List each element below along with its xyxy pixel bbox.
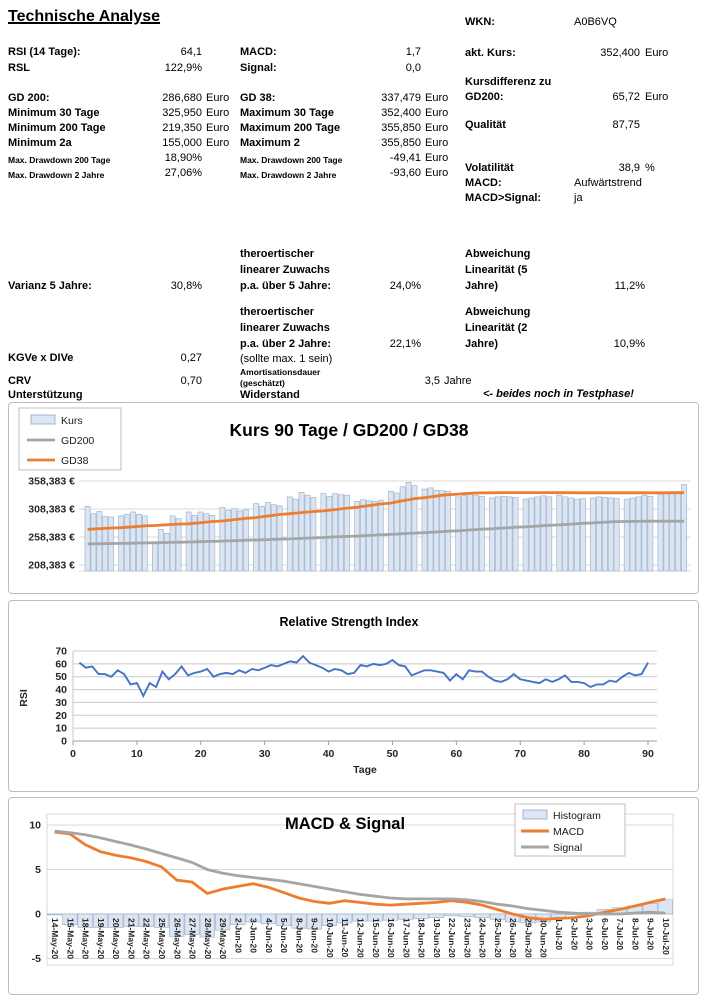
y-axis-label: 20: [55, 709, 67, 722]
x-axis-date-label: 18-Jun-20: [416, 918, 427, 958]
stat-label: Maximum 200 Tage: [240, 122, 341, 134]
stat-label: Jahre): [465, 338, 499, 350]
y-axis-label: 10: [29, 819, 41, 832]
stat-unit: Euro: [206, 107, 230, 119]
stat-unit: %: [645, 162, 655, 174]
stat-unit: Euro: [425, 137, 449, 149]
y-axis-label: 5: [35, 864, 41, 876]
x-axis-date-label: 11-Jun-20: [340, 918, 351, 958]
x-axis-date-label: 19-May-20: [95, 918, 106, 960]
x-axis-date-label: 30-Jun-20: [538, 918, 549, 958]
stat-value: 3,5: [424, 375, 440, 387]
y-axis-label: 60: [55, 658, 67, 671]
y-axis-label: 40: [55, 684, 67, 697]
stat-label: p.a. über 2 Jahre:: [240, 338, 332, 350]
stat-value: 122,9%: [164, 62, 202, 74]
y-axis-label: 0: [61, 735, 67, 748]
wkn-value: A0B6VQ: [574, 16, 617, 28]
x-axis-date-label: 24-Jun-20: [477, 918, 488, 958]
y-axis-label: 30: [55, 696, 67, 709]
stat-value: 0,0: [405, 62, 421, 74]
stat-value: 286,680: [162, 92, 202, 104]
stat-value: 0,70: [180, 375, 202, 387]
x-axis-date-label: 9-Jun-20: [309, 918, 320, 953]
stat-value: 24,0%: [389, 280, 421, 292]
stat-value: 337,479: [381, 92, 421, 104]
stat-label: MACD:: [240, 46, 277, 58]
stat-label: Abweichung: [465, 306, 531, 318]
x-axis-date-label: 16-Jun-20: [386, 918, 397, 958]
stat-value: 11,2%: [614, 280, 645, 292]
x-axis-date-label: 22-May-20: [141, 918, 152, 960]
stat-label: linearer Zuwachs: [240, 264, 330, 276]
stat-text-value: ja: [574, 192, 583, 204]
x-axis-date-label: 29-May-20: [218, 918, 229, 960]
stat-unit: Euro: [206, 137, 230, 149]
stat-value: 27,06%: [164, 167, 202, 179]
y-axis-label: 258,383 €: [28, 531, 75, 544]
x-axis-date-label: 6-Jul-20: [599, 918, 610, 951]
stat-label: akt. Kurs:: [465, 47, 516, 59]
x-axis-date-label: 14-May-20: [50, 918, 61, 960]
stat-label: linearer Zuwachs: [240, 322, 330, 334]
macd-legend: [515, 804, 625, 856]
stat-unit: Euro: [206, 122, 230, 134]
macd-chart: [8, 797, 699, 995]
legend-label: GD200: [61, 435, 95, 447]
stat-value: 352,400: [381, 107, 421, 119]
stat-label: Maximum 30 Tage: [240, 107, 334, 119]
stat-value: -93,60: [389, 167, 421, 179]
x-axis-date-label: 26-Jun-20: [508, 918, 519, 958]
x-axis-label: 40: [322, 748, 335, 760]
stat-label: Amortisationsdauer: [240, 367, 321, 377]
kurs-chart: [8, 402, 699, 594]
stat-label: GD200:: [465, 91, 504, 103]
stat-label: RSI (14 Tage):: [8, 46, 81, 58]
stat-label: RSL: [8, 62, 30, 74]
stat-value: 352,400: [600, 47, 640, 59]
stat-unit: Jahre: [444, 375, 472, 387]
stat-label: theroertischer: [240, 306, 314, 318]
stat-unit: Euro: [425, 122, 449, 134]
x-axis-date-label: 15-May-20: [65, 918, 76, 960]
x-axis-date-label: 23-Jun-20: [462, 918, 473, 958]
x-axis-date-label: 15-Jun-20: [370, 918, 381, 958]
stat-unit: Euro: [645, 91, 669, 103]
stat-label: Volatilität: [465, 162, 514, 174]
kurs-chart-svg: [9, 403, 695, 590]
rsi-chart-svg: [9, 601, 695, 788]
stat-value: 30,8%: [170, 280, 202, 292]
y-axis-label: 208,383 €: [28, 559, 75, 572]
stat-value: 87,75: [612, 119, 640, 131]
stat-value: 65,72: [612, 91, 640, 103]
y-axis-label: 308,383 €: [28, 503, 75, 516]
stat-value: 155,000: [162, 137, 202, 149]
stat-label: MACD>Signal:: [465, 192, 542, 204]
stat-note: (sollte max. 1 sein): [240, 353, 333, 365]
stat-label: Signal:: [240, 62, 277, 74]
stat-value: 10,9%: [613, 338, 645, 350]
chart-title: Relative Strength Index: [279, 615, 419, 629]
x-axis-label: 30: [258, 748, 271, 760]
stat-label: (geschätzt): [240, 378, 285, 388]
x-axis-label: 60: [450, 748, 463, 760]
stat-value: 38,9: [618, 162, 640, 174]
stat-label: Linearität (2: [465, 322, 528, 334]
x-axis-date-label: 27-May-20: [187, 918, 198, 960]
y-axis-label: 358,383 €: [28, 475, 75, 488]
stat-label: CRV: [8, 375, 32, 387]
x-axis-date-label: 25-Jun-20: [492, 918, 503, 958]
x-axis-title: Tage: [353, 764, 377, 776]
stat-value: 355,850: [381, 137, 421, 149]
stat-unit: Euro: [206, 92, 230, 104]
x-axis-date-label: 12-Jun-20: [355, 918, 366, 958]
stat-unit: Euro: [425, 107, 449, 119]
x-axis-label: 50: [386, 748, 399, 760]
x-axis-date-label: 28-May-20: [202, 918, 213, 960]
stat-label: Minimum 30 Tage: [8, 107, 100, 119]
legend-label: Signal: [553, 842, 583, 854]
legend-label: MACD: [553, 826, 584, 838]
stat-value: 22,1%: [389, 338, 421, 350]
x-axis-date-label: 22-Jun-20: [447, 918, 458, 958]
stat-unit: Euro: [645, 47, 669, 59]
x-axis-date-label: 3-Jul-20: [584, 918, 595, 951]
stat-label: Max. Drawdown 200 Tage: [240, 155, 343, 165]
x-axis-date-label: 3-Jun-20: [248, 918, 259, 953]
x-axis-label: 10: [131, 748, 143, 760]
stat-label: Varianz 5 Jahre:: [8, 280, 92, 292]
x-axis-label: 80: [578, 748, 590, 760]
stat-label: Linearität (5: [465, 264, 528, 276]
legend-label: GD38: [61, 455, 89, 467]
stat-value: 0,27: [180, 352, 202, 364]
x-axis-date-label: 20-May-20: [111, 918, 122, 960]
stat-value: 1,7: [405, 46, 421, 58]
x-axis-date-label: 21-May-20: [126, 918, 137, 960]
stat-value: 325,950: [162, 107, 202, 119]
stat-label: KGVe x DIVe: [8, 352, 74, 364]
stat-label: GD 200:: [8, 92, 50, 104]
stat-label: GD 38:: [240, 92, 276, 104]
x-axis-label: 0: [70, 748, 76, 760]
x-axis-date-label: 29-Jun-20: [523, 918, 534, 958]
stat-label: Widerstand: [240, 389, 300, 401]
x-axis-date-label: 10-Jun-20: [324, 918, 335, 958]
stat-value: 18,90%: [164, 152, 202, 164]
x-axis-date-label: 2-Jun-20: [233, 918, 244, 953]
stat-unit: Euro: [425, 167, 449, 179]
page-title: Technische Analyse: [8, 8, 161, 25]
macd-chart-svg: [9, 798, 695, 991]
legend-label: Histogram: [553, 810, 601, 822]
testphase-note: <- beides noch in Testphase!: [483, 388, 634, 400]
stat-label: Maximum 2: [240, 137, 300, 149]
stat-label: Abweichung: [465, 248, 531, 260]
x-axis-date-label: 26-May-20: [172, 918, 183, 960]
chart-title: Kurs 90 Tage / GD200 / GD38: [229, 420, 469, 440]
stat-label: theroertischer: [240, 248, 314, 260]
stat-value: 219,350: [162, 122, 202, 134]
legend-label: Kurs: [61, 415, 83, 427]
x-axis-date-label: 25-May-20: [157, 918, 168, 960]
stat-unit: Euro: [425, 92, 449, 104]
x-axis-label: 20: [194, 748, 207, 760]
y-axis-label: 10: [55, 722, 67, 735]
kurs-bars: [85, 482, 687, 571]
x-axis-date-label: 4-Jun-20: [263, 918, 274, 953]
stat-label: Unterstützung: [8, 389, 83, 401]
x-axis-label: 90: [642, 748, 654, 760]
wkn-label: WKN:: [465, 16, 495, 28]
x-axis-date-label: 2-Jul-20: [569, 918, 580, 951]
y-axis-label: 70: [55, 645, 67, 658]
x-axis-date-label: 8-Jul-20: [630, 918, 641, 951]
rsi-chart: [8, 600, 699, 792]
stat-label: Kursdifferenz zu: [465, 76, 552, 88]
x-axis-date-label: 7-Jul-20: [615, 918, 626, 951]
stat-value: 355,850: [381, 122, 421, 134]
y-axis-label: -5: [31, 953, 41, 965]
x-axis-date-label: 5-Jun-20: [279, 918, 290, 953]
x-axis-label: 70: [514, 748, 527, 760]
kurs-legend: [19, 408, 121, 470]
stat-label: Max. Drawdown 2 Jahre: [240, 170, 337, 180]
y-axis-label: 50: [55, 671, 67, 684]
y-axis-title: RSI: [18, 689, 30, 707]
x-axis-date-label: 19-Jun-20: [431, 918, 442, 958]
stat-label: Jahre): [465, 280, 499, 292]
stat-label: Max. Drawdown 200 Tage: [8, 155, 111, 165]
stat-label: Minimum 200 Tage: [8, 122, 106, 134]
stat-label: p.a. über 5 Jahre:: [240, 280, 332, 292]
y-axis-label: 0: [35, 908, 41, 921]
stat-value: 64,1: [180, 46, 202, 58]
stat-label: Max. Drawdown 2 Jahre: [8, 170, 105, 180]
stat-label: MACD:: [465, 177, 502, 189]
stat-text-value: Aufwärtstrend: [574, 177, 642, 189]
chart-title: MACD & Signal: [284, 815, 406, 833]
x-axis-date-label: 8-Jun-20: [294, 918, 305, 953]
stat-label: Minimum 2a: [8, 137, 72, 149]
x-axis-date-label: 17-Jun-20: [401, 918, 412, 958]
x-axis-date-label: 1-Jul-20: [553, 918, 564, 951]
stat-label: Qualität: [465, 119, 506, 131]
x-axis-date-label: 9-Jul-20: [645, 918, 656, 951]
x-axis-date-label: 10-Jul-20: [660, 918, 671, 955]
x-axis-date-label: 18-May-20: [80, 918, 91, 960]
stat-unit: Euro: [425, 152, 449, 164]
stat-value: -49,41: [389, 152, 421, 164]
